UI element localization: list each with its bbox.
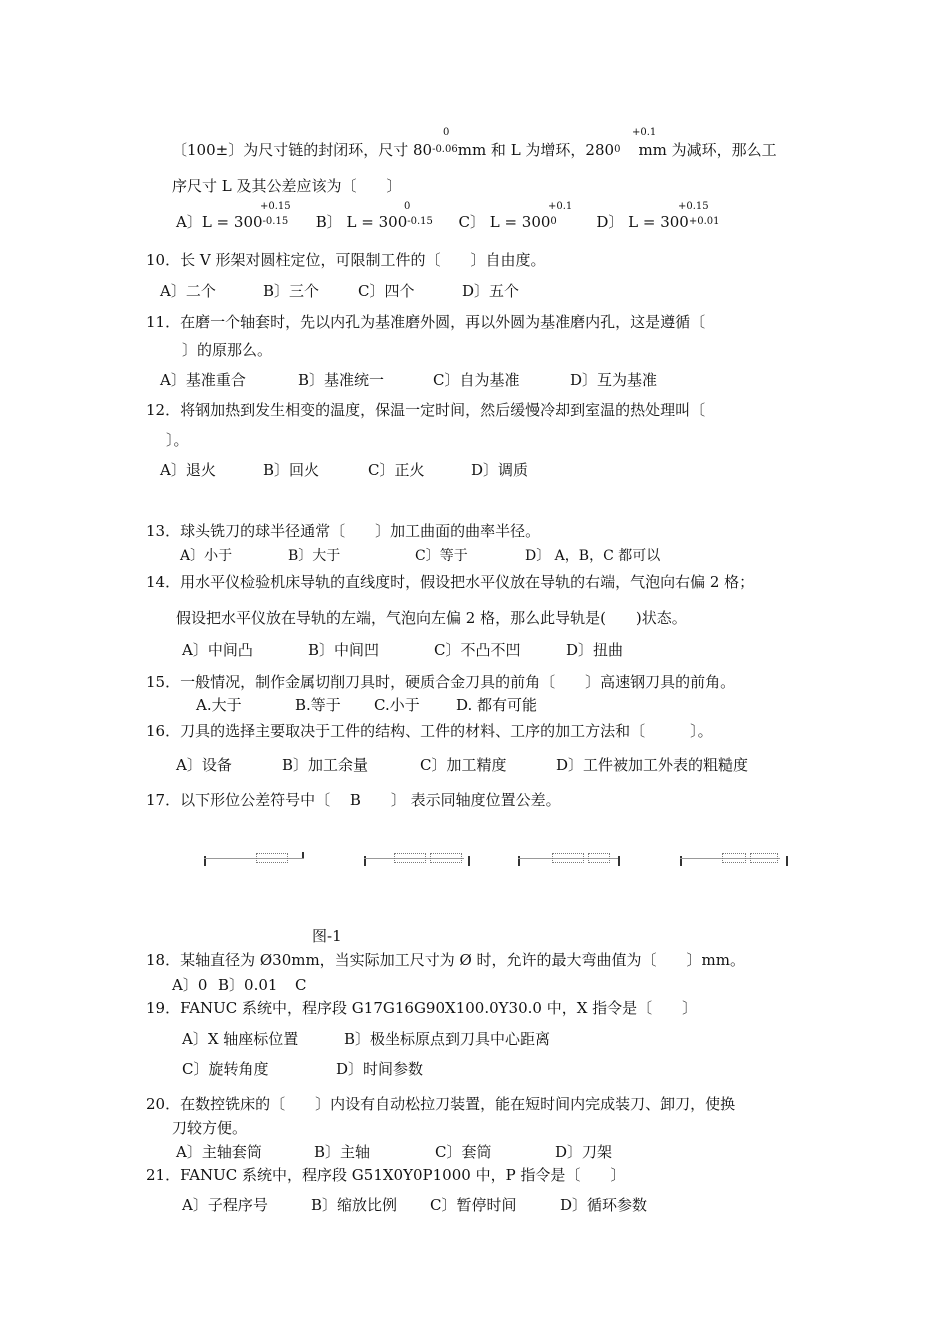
q12-option-c: C〕正火 — [368, 461, 425, 479]
q15-text: 15．一般情况，制作金属切削刀具时，硬质合金刀具的前角〔 〕高速钢刀具的前角。 — [146, 673, 736, 691]
q9-sup-d: +0.15 — [678, 201, 709, 212]
q20-line2: 刀较方便。 — [172, 1119, 248, 1137]
q15-option-a: A.大于 — [196, 696, 242, 714]
q9-sup-a: +0.15 — [260, 201, 291, 212]
q21-text: 21．FANUC 系统中，程序段 G51X0Y0P1000 中，P 指令是〔 〕 — [146, 1166, 626, 1184]
q20-option-c: C〕套筒 — [435, 1143, 492, 1161]
q19-option-d: D〕时间参数 — [336, 1060, 424, 1078]
tolerance-symbol-b[interactable] — [364, 852, 474, 868]
q10-option-b: B〕三个 — [263, 282, 320, 300]
q18-text: 18．某轴直径为 Ø30mm，当实际加工尺寸为 Ø 时，允许的最大弯曲值为〔 〕mm。 — [146, 951, 745, 969]
q12-line1: 12．将钢加热到发生相变的温度，保温一定时间，然后缓慢冷却到室温的热处理叫〔 — [146, 401, 706, 419]
q10-option-d: D〕五个 — [462, 282, 520, 300]
q13-option-a: A〕小于 — [180, 548, 233, 564]
q9-option-d-sub: +0.01 — [688, 216, 720, 227]
q15-option-d: D. 都有可能 — [456, 696, 538, 714]
q12-option-d: D〕调质 — [471, 461, 529, 479]
q17-text: 17．以下形位公差符号中〔 B 〕 表示同轴度位置公差。 — [146, 791, 561, 809]
q18-option-a: A〕0 — [172, 976, 208, 994]
q21-option-b: B〕缩放比例 — [311, 1196, 398, 1214]
q9-option-b: B〕 L = 300 — [315, 213, 408, 231]
q9-line1-c: mm 和 L 为增环，280 — [457, 141, 615, 159]
q13-option-d: D〕 A，B，C 都可以 — [525, 548, 661, 564]
q9-option-a: A〕L = 300 — [176, 213, 263, 231]
q11-line1: 11．在磨一个轴套时，先以内孔为基准磨外圆，再以外圆为基准磨内孔，这是遵循〔 — [146, 313, 706, 331]
tolerance-symbol-a[interactable] — [204, 852, 314, 868]
q12-line2: 〕。 — [166, 431, 189, 449]
q10-text: 10．长 V 形架对圆柱定位，可限制工件的〔 〕自由度。 — [146, 251, 546, 269]
q14-option-b: B〕中间凹 — [308, 641, 380, 659]
q20-option-a: A〕主轴套筒 — [176, 1143, 262, 1161]
q15-option-c: C.小于 — [374, 696, 420, 714]
q16-option-a: A〕设备 — [176, 756, 232, 774]
q9-option-c: C〕 L = 300 — [458, 213, 551, 231]
q13-option-b: B〕大于 — [288, 548, 341, 564]
q9-line1-a: 〔100±〕为尺寸链的封闭环，尺寸 80 — [172, 141, 433, 159]
q9-option-c-sub: 0 — [550, 216, 557, 227]
q9-line1-d: 0 — [614, 144, 621, 155]
q10-option-c: C〕四个 — [358, 282, 415, 300]
q9-sup-b: 0 — [404, 201, 411, 212]
q16-option-b: B〕加工余量 — [282, 756, 369, 774]
q20-option-d: D〕刀架 — [555, 1143, 613, 1161]
tolerance-symbols-figure — [200, 852, 810, 872]
q21-option-d: D〕循环参数 — [560, 1196, 648, 1214]
q9-line1-e: mm 为减环，那么工 — [638, 141, 777, 159]
q9-sup-280: +0.1 — [632, 127, 657, 138]
q11-option-a: A〕基准重合 — [160, 371, 246, 389]
q11-option-c: C〕自为基准 — [433, 371, 520, 389]
q12-option-a: A〕退火 — [160, 461, 216, 479]
q11-line2: 〕的原那么。 — [182, 341, 273, 359]
q11-option-d: D〕互为基准 — [570, 371, 658, 389]
q13-option-c: C〕等于 — [415, 548, 468, 564]
q9-options — [176, 212, 720, 232]
q20-option-b: B〕主轴 — [314, 1143, 371, 1161]
q14-option-d: D〕扭曲 — [566, 641, 624, 659]
q18-option-c: C — [295, 976, 307, 994]
q19-text: 19．FANUC 系统中，程序段 G17G16G90X100.0Y30.0 中，X 指令是〔 〕 — [146, 999, 698, 1017]
q21-option-c: C〕暂停时间 — [430, 1196, 517, 1214]
figure-caption: 图-1 — [312, 927, 342, 945]
q9-line1-b: -0.06 — [432, 144, 458, 155]
q9-sup-80: 0 — [443, 127, 450, 138]
q13-text: 13．球头铣刀的球半径通常〔 〕加工曲面的曲率半径。 — [146, 522, 541, 540]
q9-line1 — [172, 140, 777, 160]
q14-line2: 假设把水平仪放在导轨的左端，气泡向左偏 2 格，那么此导轨是( )状态。 — [176, 609, 687, 627]
q19-option-b: B〕极坐标原点到刀具中心距离 — [344, 1030, 551, 1048]
q9-option-b-sub: -0.15 — [407, 216, 433, 227]
tolerance-symbol-c[interactable] — [518, 852, 628, 868]
q9-line2: 序尺寸 L 及其公差应该为〔 〕 — [172, 177, 402, 195]
q12-option-b: B〕回火 — [263, 461, 320, 479]
q9-option-d: D〕 L = 300 — [596, 213, 689, 231]
q19-option-c: C〕旋转角度 — [182, 1060, 269, 1078]
q10-option-a: A〕二个 — [160, 282, 216, 300]
q14-option-c: C〕不凸不凹 — [434, 641, 521, 659]
q9-sup-c: +0.1 — [548, 201, 573, 212]
q15-option-b: B.等于 — [295, 696, 341, 714]
q9-option-a-sub: -0.15 — [262, 216, 289, 227]
q21-option-a: A〕子程序号 — [182, 1196, 268, 1214]
q18-option-b: B〕0.01 — [218, 976, 278, 994]
tolerance-symbol-d[interactable] — [680, 852, 790, 868]
q20-line1: 20．在数控铣床的〔 〕内设有自动松拉刀装置，能在短时间内完成装刀、卸刀，使换 — [146, 1095, 736, 1113]
q16-option-d: D〕工件被加工外表的粗糙度 — [556, 756, 749, 774]
q14-option-a: A〕中间凸 — [182, 641, 253, 659]
q19-option-a: A〕X 轴座标位置 — [182, 1030, 299, 1048]
q14-line1: 14．用水平仪检验机床导轨的直线度时，假设把水平仪放在导轨的右端，气泡向右偏 2 格； — [146, 573, 755, 591]
q16-option-c: C〕加工精度 — [420, 756, 507, 774]
q11-option-b: B〕基准统一 — [298, 371, 385, 389]
q16-text: 16．刀具的选择主要取决于工件的结构、工件的材料、工序的加工方法和〔 〕。 — [146, 722, 713, 740]
